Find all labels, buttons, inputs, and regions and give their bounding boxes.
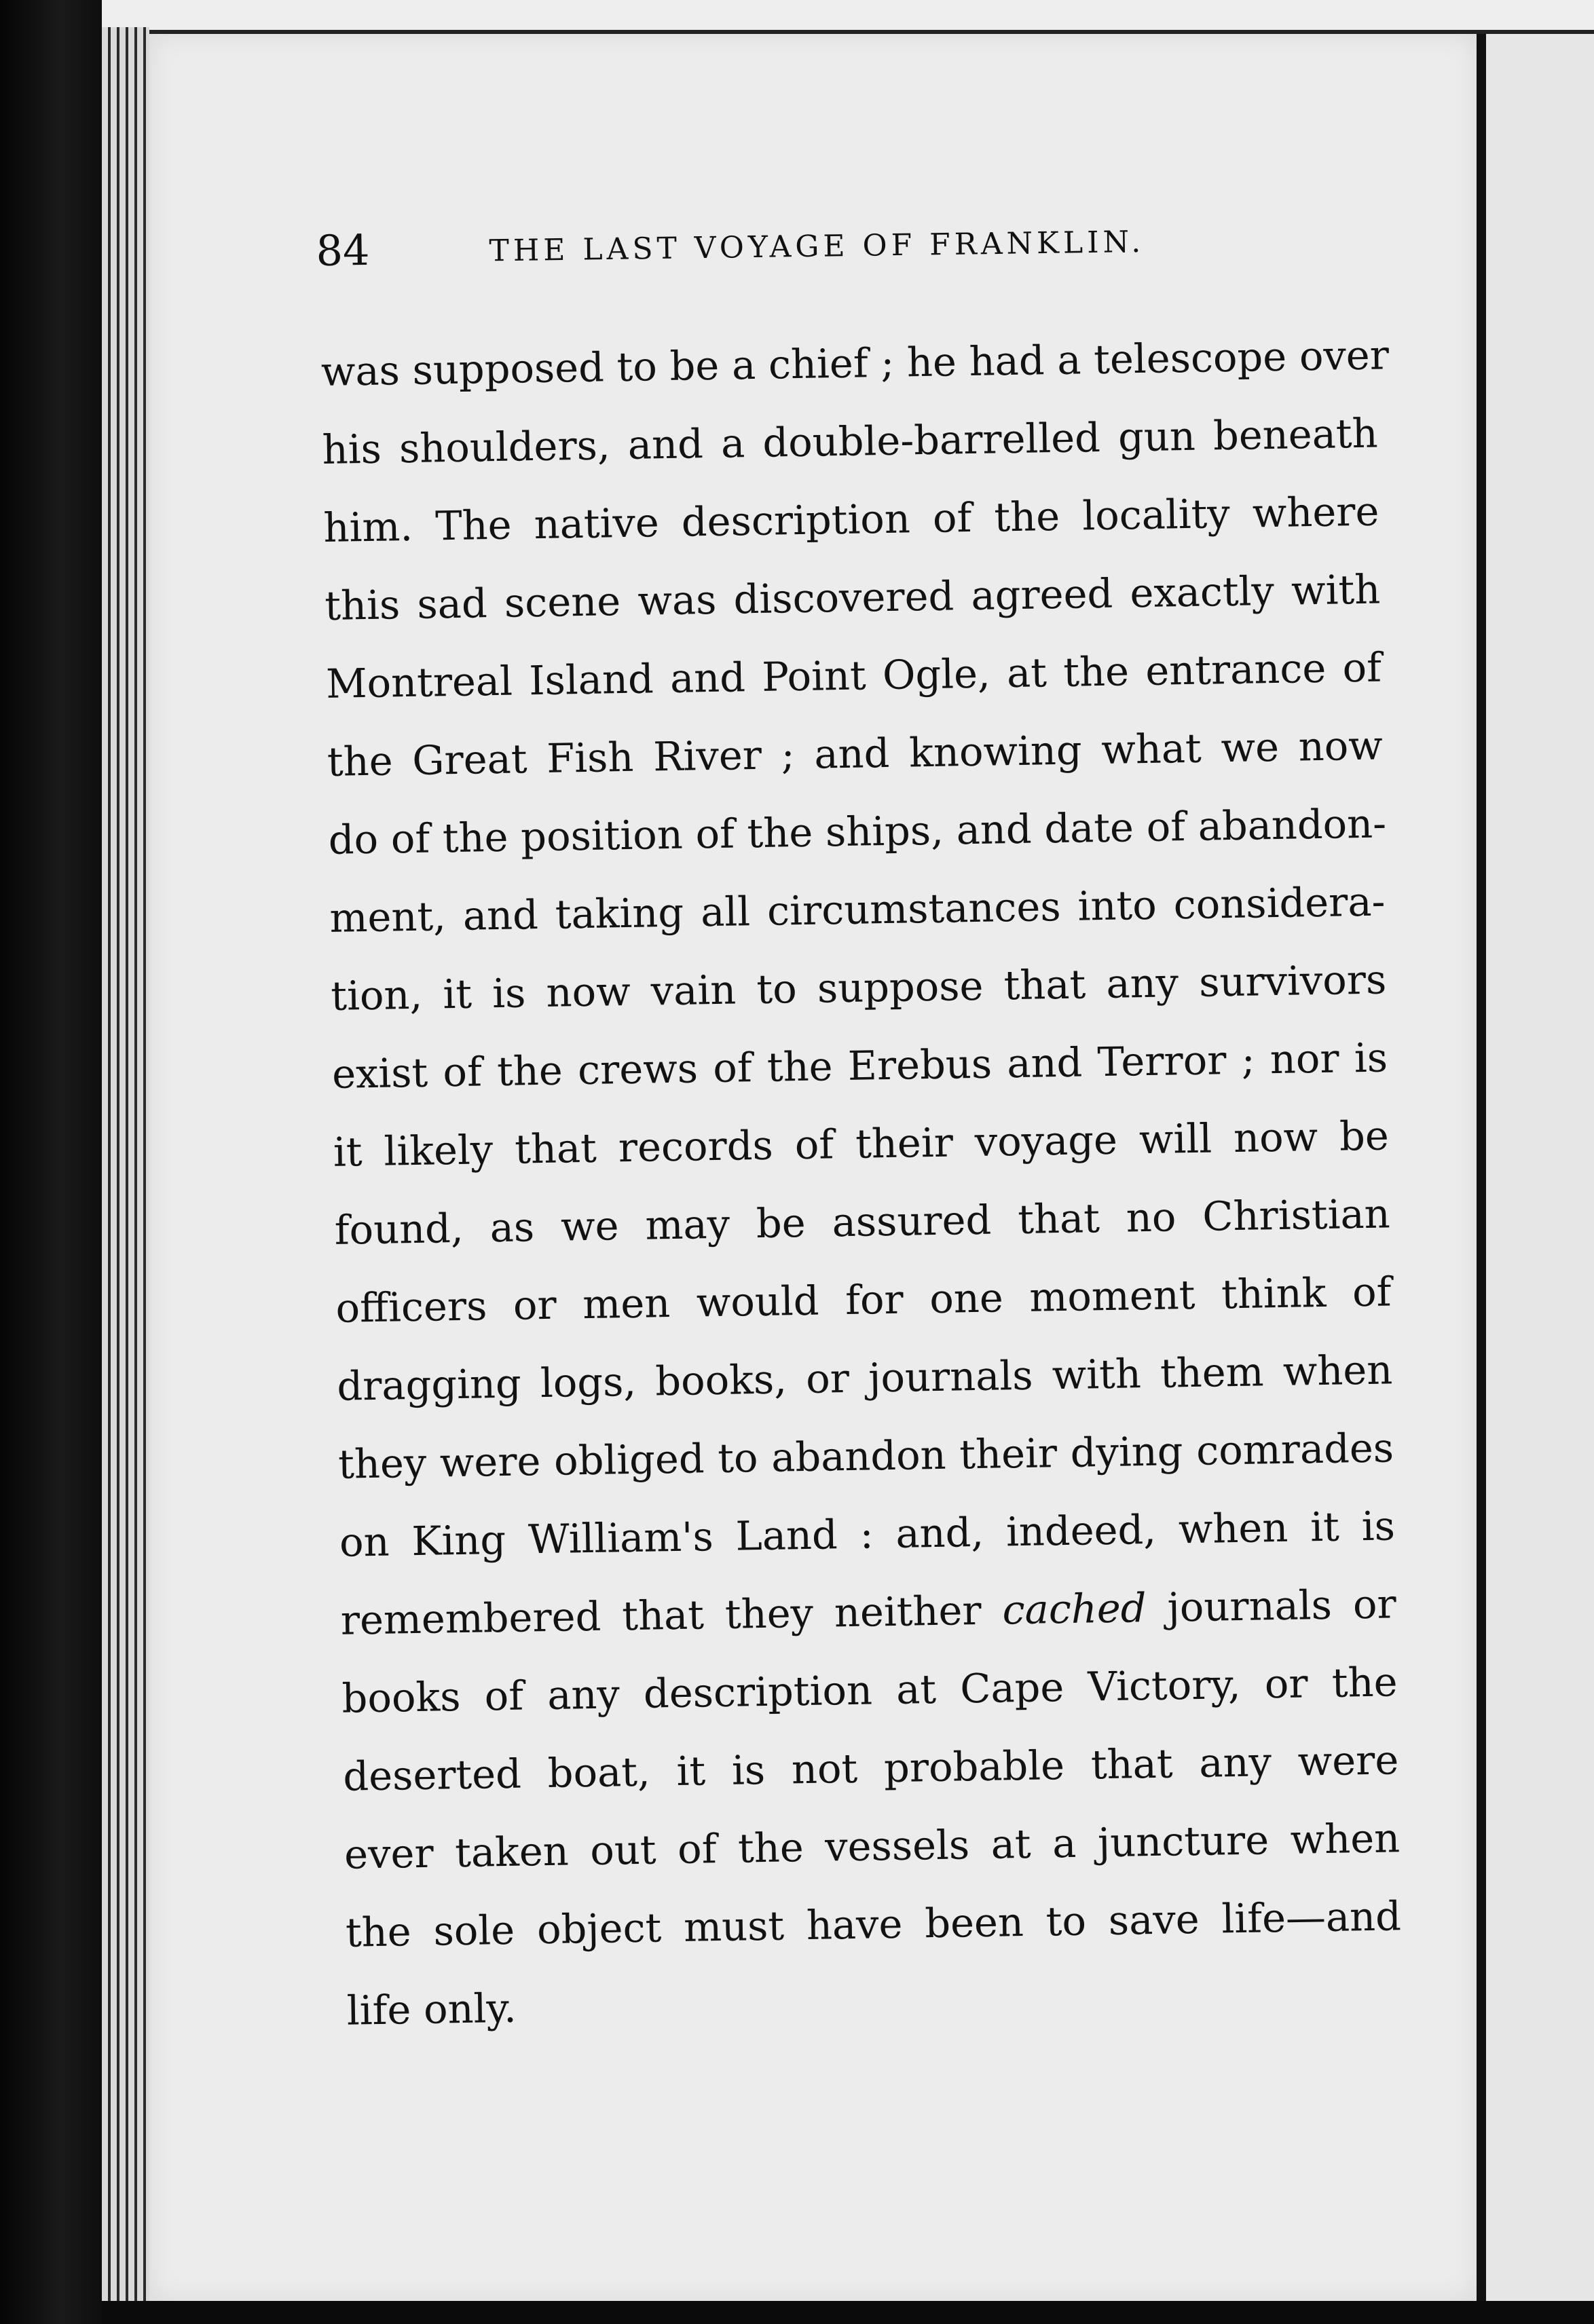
text-line: was supposed to be a chief ; he had a telescope over <box>320 331 1390 395</box>
text-line: the Great Fish River ; and knowing what we now <box>327 721 1384 785</box>
text-line: deserted boat, it is not probable that any were <box>342 1736 1399 1800</box>
text-line: books of any description at Cape Victory, or the <box>341 1658 1398 1722</box>
text-line: dragging logs, books, or journals with them when <box>336 1346 1393 1410</box>
body-text <box>320 316 1403 2050</box>
last-text-line: life only. <box>346 1984 517 2034</box>
text-line: ment, and taking all circumstances into considera- <box>329 878 1386 941</box>
italic-word: cached <box>1002 1584 1147 1634</box>
facing-page-edge <box>1486 34 1594 2301</box>
text-line: tion, it is now vain to suppose that any survivors <box>330 956 1387 1019</box>
scan-top-edge <box>102 0 1594 34</box>
text-line: exist of the crews of the Erebus and Terror ; nor is <box>331 1034 1388 1098</box>
text-line: officers or men would for one moment think of <box>335 1268 1392 1332</box>
page-gutter-rule <box>1477 34 1486 2301</box>
running-title: THE LAST VOYAGE OF FRANKLIN. <box>489 224 1145 269</box>
page-number: 84 <box>316 225 370 276</box>
text-line: they were obliged to abandon their dying comrades <box>337 1424 1394 1488</box>
text-segment: remembered that they neither <box>340 1586 1003 1644</box>
text-line: it likely that records of their voyage will now be <box>333 1112 1390 1176</box>
text-line: do of the position of the ships, and date of abandon- <box>328 800 1387 863</box>
text-line: the sole object must have been to save life—and <box>345 1892 1402 1956</box>
text-line: this sad scene was discovered agreed exactly with <box>324 565 1381 629</box>
text-line: his shoulders, and a double-barrelled gun beneath <box>322 409 1379 473</box>
text-line: Montreal Island and Point Ogle, at the entrance of <box>325 643 1382 707</box>
book-spine-edge <box>0 0 102 2324</box>
text-line: ever taken out of the vessels at a juncture when <box>344 1814 1401 1878</box>
page-stack-edges <box>102 27 149 2308</box>
text-segment: journals or <box>1145 1580 1397 1632</box>
text-line: found, as we may be assured that no Christian <box>334 1190 1391 1254</box>
text-line: him. The native description of the locality where <box>322 487 1379 551</box>
text-line: on King William's Land : and, indeed, when it is <box>339 1502 1396 1566</box>
scan-bottom-edge <box>102 2301 1594 2324</box>
